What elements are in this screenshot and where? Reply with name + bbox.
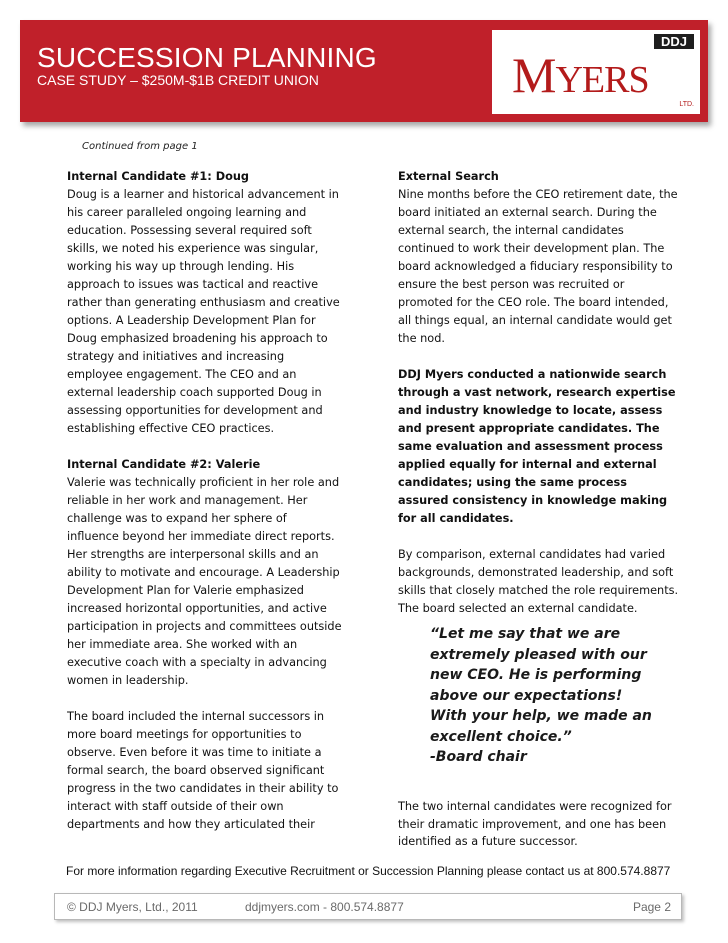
logo-initial: M <box>512 47 556 103</box>
candidate2-text: Valerie was technically proficient in her role and reliable in her work and management. Her challenge was to expand her sphere of influence beyond her immediate direct reports. Her strengths are interpersonal skills and an ability to motivate and encourage. A Leadership Development Plan for Valerie emphasized increased horizontal opportunities, and active participation in projects and committees outside her immediate area. She worked with an executive coach with a specialty in advancing women in leadership. <box>67 476 342 687</box>
logo-rest: YERS <box>555 59 649 101</box>
page-footer <box>54 893 682 920</box>
external-search-text: Nine months before the CEO retirement date, the board initiated an external search. During the external search, the internal candidates continued to work their development plan. The board acknowledged a fiduciary responsibility to ensure the best person was recruited or promoted for the CEO role. The board intended, all things equal, an internal candidate would get the nod. <box>398 188 678 345</box>
text-fade <box>60 838 360 862</box>
quote-attribution: -Board chair <box>430 749 527 765</box>
board-text: The board included the internal successors in more board meetings for opportunities to observe. Even before it was time to initiate a formal search, the board observed significant progress in the two candidates in their ability to interact with staff outside of their own departments and how they articulated their <box>67 710 339 831</box>
candidate1-heading: Internal Candidate #1: Doug <box>67 170 250 183</box>
footer-page-number: Page 2 <box>632 900 671 914</box>
quote-line: With your help, we made an <box>430 708 652 724</box>
left-column <box>67 168 342 848</box>
continued-note: Continued from page 1 <box>82 141 198 152</box>
ddj-myers-logo <box>492 30 700 114</box>
quote-line: extremely pleased with our <box>430 646 647 663</box>
candidate2-heading: Internal Candidate #2: Valerie <box>67 458 261 471</box>
quote-line: above our expectations! <box>430 687 623 704</box>
logo-badge: DDJ <box>654 34 694 49</box>
after-quote-text: The two internal candidates were recognized for their dramatic improvement, and one has been identified as a future successor. <box>398 800 672 848</box>
comparison-text: By comparison, external candidates had varied backgrounds, demonstrated leadership, and soft skills that closely matched the role requirements. The board selected an external candidate. <box>398 548 679 615</box>
contact-line: For more information regarding Executive Recruitment or Succession Planning please contact us at 800.574.8877 <box>66 864 671 878</box>
quote-line: “Let me say that we are <box>430 626 621 642</box>
logo-ltd: LTD. <box>679 101 694 108</box>
candidate1-text: Doug is a learner and historical advancement in his career paralleled ongoing learning and education. Possessing several required soft skills, we noted his experience was singular, working his way up through lending. His approach to issues was tactical and reactive rather than generating enthusiasm and creative options. A Leadership Development Plan for Doug emphasized broadening his approach to strategy and initiatives and increasing employee engagement. The CEO and an external leadership coach supported Doug in assessing opportunities for development and establishing effective CEO practices. <box>67 188 340 435</box>
page-title: SUCCESSION PLANNING <box>37 42 377 73</box>
external-search-heading: External Search <box>398 170 499 183</box>
quote-line: excellent choice.” <box>430 728 572 745</box>
right-column <box>398 168 680 618</box>
header-banner <box>20 20 708 122</box>
ddj-search-text: DDJ Myers conducted a nationwide search through a vast network, research expertise and industry knowledge to locate, assess and present appropriate candidates. The same evaluation and assessment process applied equally for internal and external candidates; using the same process assured consistency in knowledge making for all candidates. <box>398 368 676 525</box>
testimonial-quote <box>430 624 680 768</box>
quote-line: new CEO. He is performing <box>430 667 642 683</box>
footer-copyright: © DDJ Myers, Ltd., 2011 <box>67 900 198 914</box>
page-subtitle: CASE STUDY – $250M-$1B CREDIT UNION <box>37 72 319 88</box>
footer-site: ddjmyers.com - 800.574.8877 <box>245 900 404 914</box>
logo-wordmark <box>512 46 649 109</box>
